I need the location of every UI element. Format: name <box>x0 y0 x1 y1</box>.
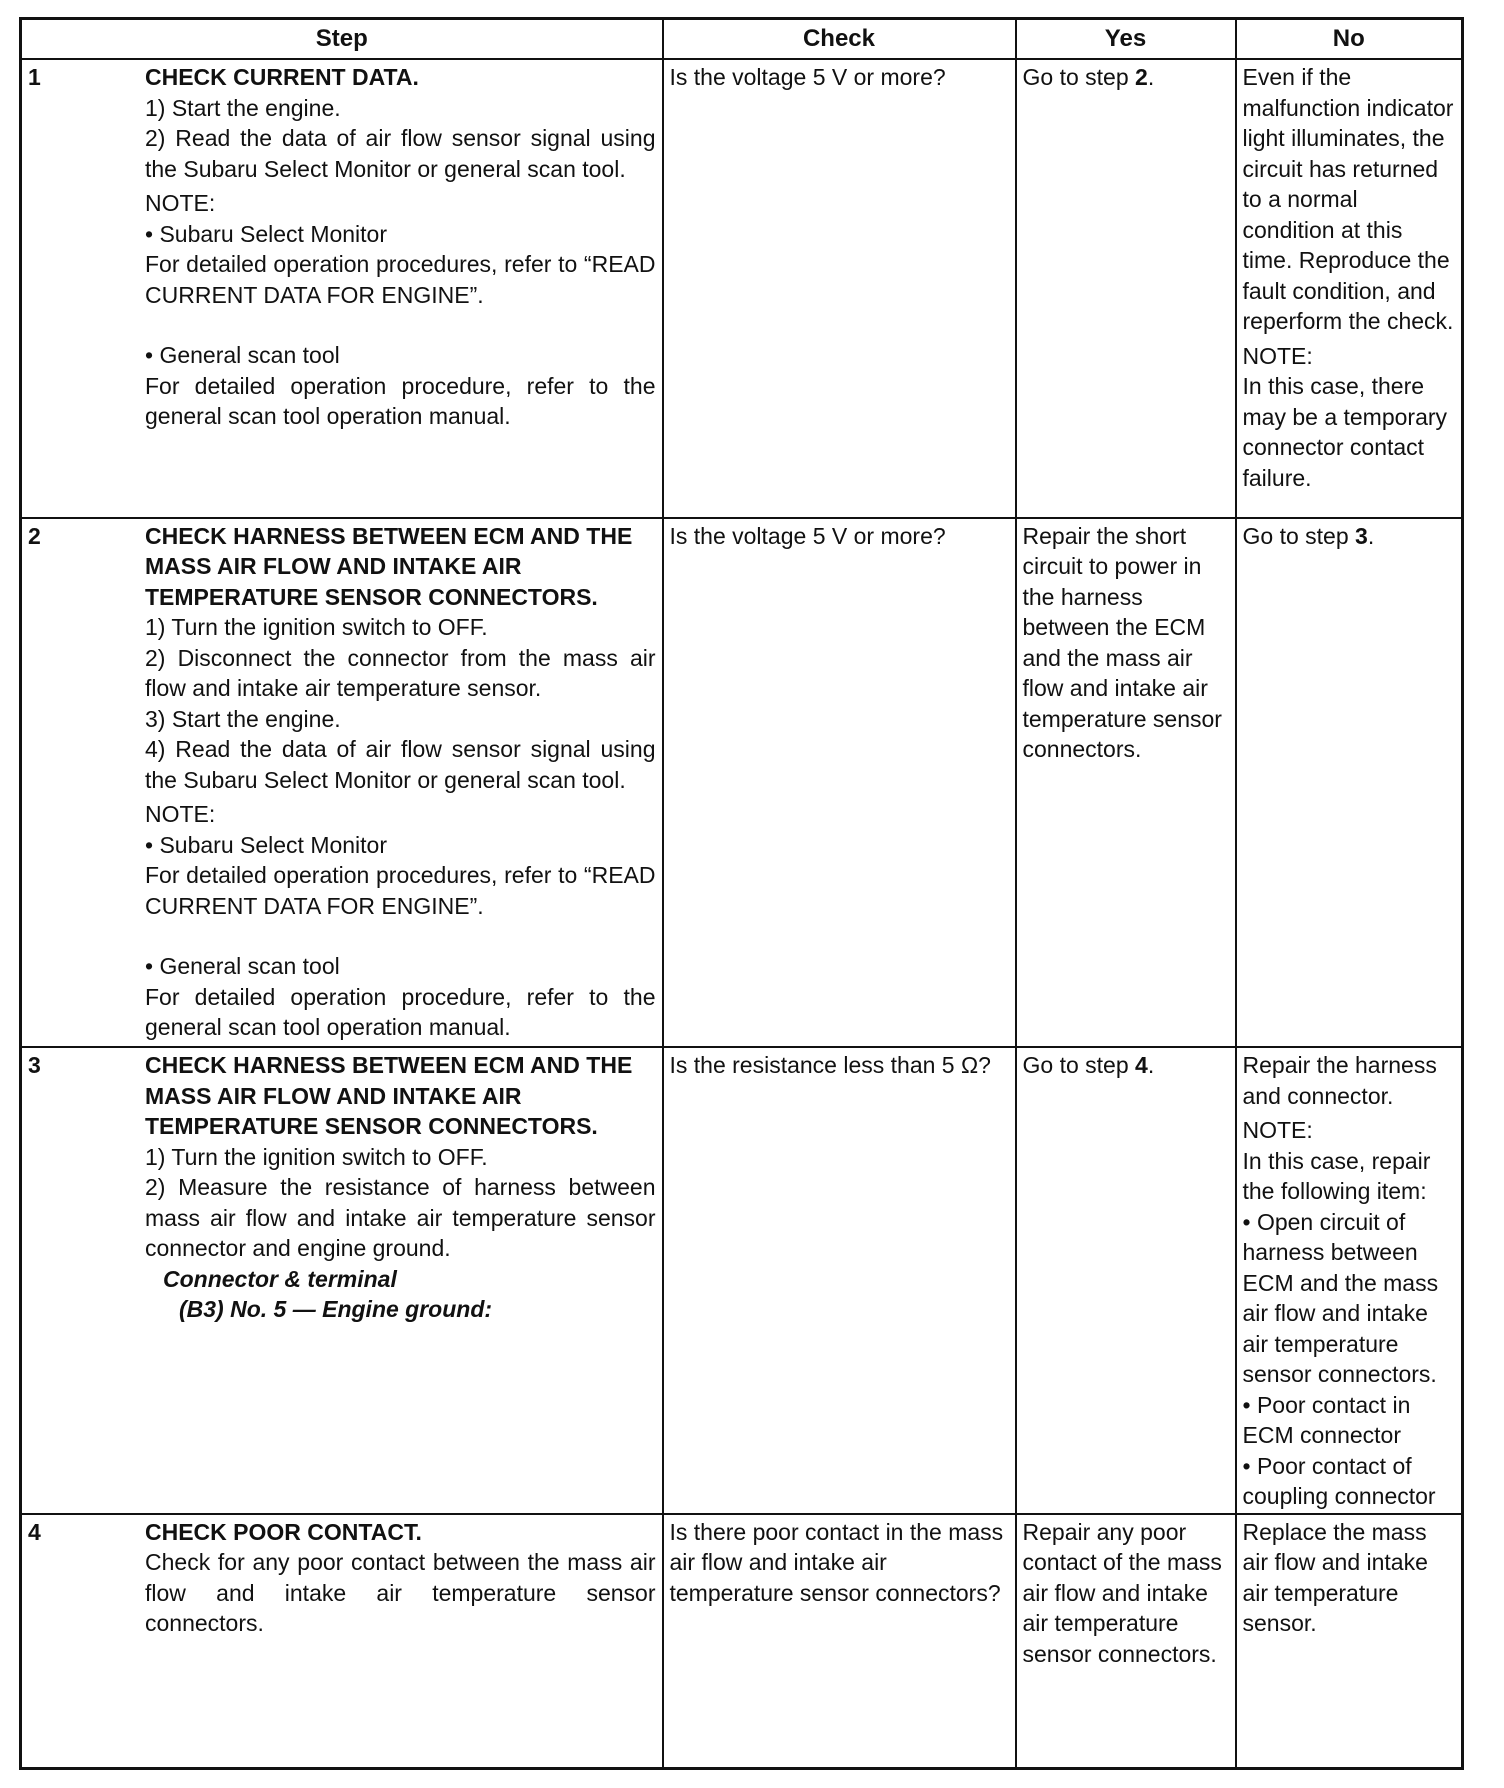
step-number: 2 <box>28 522 41 549</box>
note-bullet: • Poor contact of coupling connector <box>1242 1452 1436 1510</box>
note-label: NOTE: <box>145 801 216 828</box>
step-line: 3) Start the engine. <box>145 705 341 732</box>
note-text: In this case, repair the following item: <box>1242 1147 1431 1205</box>
step-line: 2) Measure the resistance of harness between mass air flow and intake air temperature sensor connector and engine ground. <box>145 1174 656 1262</box>
yes-cell <box>1016 1514 1236 1769</box>
note-bullet: • Open circuit of harness between ECM and the mass air flow and intake air temperature sensor connectors. <box>1242 1208 1439 1388</box>
step-title: CHECK HARNESS BETWEEN ECM AND THE MASS AIR FLOW AND INTAKE AIR TEMPERATURE SENSOR CONNECTORS. <box>145 522 633 610</box>
no-action: Even if the malfunction indicator light illuminates, the circuit has returned to a normal condition at this time. Reproduce the fault condition, and reperform the check. <box>1242 64 1454 334</box>
header-yes: Yes <box>1016 19 1236 60</box>
step-line: 1) Turn the ignition switch to OFF. <box>145 614 488 641</box>
yes-action: Repair any poor contact of the mass air flow and intake air temperature sensor connectors. <box>1022 1518 1222 1667</box>
step-line: 2) Disconnect the connector from the mass air flow and intake air temperature sensor. <box>145 644 656 702</box>
step-cell <box>21 518 663 1048</box>
no-cell <box>1236 1514 1463 1769</box>
step-line: 1) Start the engine. <box>145 94 341 121</box>
connector-value: (B3) No. 5 — Engine ground: <box>179 1296 493 1323</box>
no-action: Go to step 3. <box>1242 522 1375 549</box>
note-label: NOTE: <box>1242 1117 1313 1144</box>
yes-cell <box>1016 59 1236 518</box>
step-number: 4 <box>28 1518 41 1545</box>
yes-action: Go to step 4. <box>1022 1052 1155 1079</box>
check-question: Is the voltage 5 V or more? <box>669 522 946 549</box>
check-question: Is the voltage 5 V or more? <box>669 64 946 90</box>
note-text: For detailed operation procedures, refer to “READ CURRENT DATA FOR ENGINE”. <box>145 251 656 308</box>
header-check: Check <box>663 19 1016 60</box>
step-line: 1) Turn the ignition switch to OFF. <box>145 1143 488 1170</box>
no-action: Repair the harness and connector. <box>1242 1052 1437 1109</box>
note-text: For detailed operation procedure, refer to the general scan tool operation manual. <box>145 983 656 1041</box>
table-row <box>21 518 1463 1048</box>
check-question: Is the resistance less than 5 Ω? <box>669 1052 991 1079</box>
step-number: 1 <box>28 64 41 90</box>
table-row <box>21 59 1463 518</box>
yes-action: Go to step 2. <box>1022 64 1155 90</box>
no-action: Replace the mass air flow and intake air temperature sensor. <box>1242 1518 1428 1637</box>
header-step: Step <box>21 19 663 60</box>
note-bullet: • Poor contact in ECM connector <box>1242 1391 1411 1449</box>
no-cell <box>1236 518 1463 1048</box>
no-cell <box>1236 59 1463 518</box>
step-title: CHECK POOR CONTACT. <box>145 1518 422 1545</box>
check-cell <box>663 1514 1016 1769</box>
step-line: Check for any poor contact between the mass air flow and intake air temperature sensor connectors. <box>145 1549 656 1637</box>
header-no: No <box>1236 19 1463 60</box>
header-row <box>21 19 1463 60</box>
note-label: NOTE: <box>1242 342 1313 369</box>
step-title: CHECK HARNESS BETWEEN ECM AND THE MASS AIR FLOW AND INTAKE AIR TEMPERATURE SENSOR CONNECTORS. <box>145 1052 633 1140</box>
note-bullet: • General scan tool <box>145 342 340 368</box>
note-text: In this case, there may be a temporary connector contact failure. <box>1242 373 1448 491</box>
note-bullet: • General scan tool <box>145 953 340 980</box>
yes-cell <box>1016 1047 1236 1513</box>
note-label: NOTE: <box>145 190 216 216</box>
step-title: CHECK CURRENT DATA. <box>145 64 419 90</box>
step-cell <box>21 1514 663 1769</box>
step-cell <box>21 1047 663 1513</box>
step-line: 2) Read the data of air flow sensor signal using the Subaru Select Monitor or general scan tool. <box>145 125 656 182</box>
note-bullet: • Subaru Select Monitor <box>145 220 388 247</box>
note-text: For detailed operation procedure, refer to the general scan tool operation manual. <box>145 372 656 429</box>
step-number: 3 <box>28 1052 41 1079</box>
table-row <box>21 1514 1463 1769</box>
check-cell <box>663 518 1016 1048</box>
connector-label: Connector & terminal <box>163 1265 397 1292</box>
step-line: 4) Read the data of air flow sensor signal using the Subaru Select Monitor or general scan tool. <box>145 736 656 793</box>
step-cell <box>21 59 663 518</box>
no-cell <box>1236 1047 1463 1513</box>
check-cell <box>663 59 1016 518</box>
table-row <box>21 1047 1463 1513</box>
diagnostic-table <box>19 17 1464 1770</box>
check-cell <box>663 1047 1016 1513</box>
note-text: For detailed operation procedures, refer to “READ CURRENT DATA FOR ENGINE”. <box>145 862 656 919</box>
note-bullet: • Subaru Select Monitor <box>145 831 388 858</box>
yes-action: Repair the short circuit to power in the harness between the ECM and the mass air flow and intake air temperature sensor connectors. <box>1022 522 1222 763</box>
check-question: Is there poor contact in the mass air flow and intake air temperature sensor connectors? <box>669 1518 1004 1606</box>
yes-cell <box>1016 518 1236 1048</box>
